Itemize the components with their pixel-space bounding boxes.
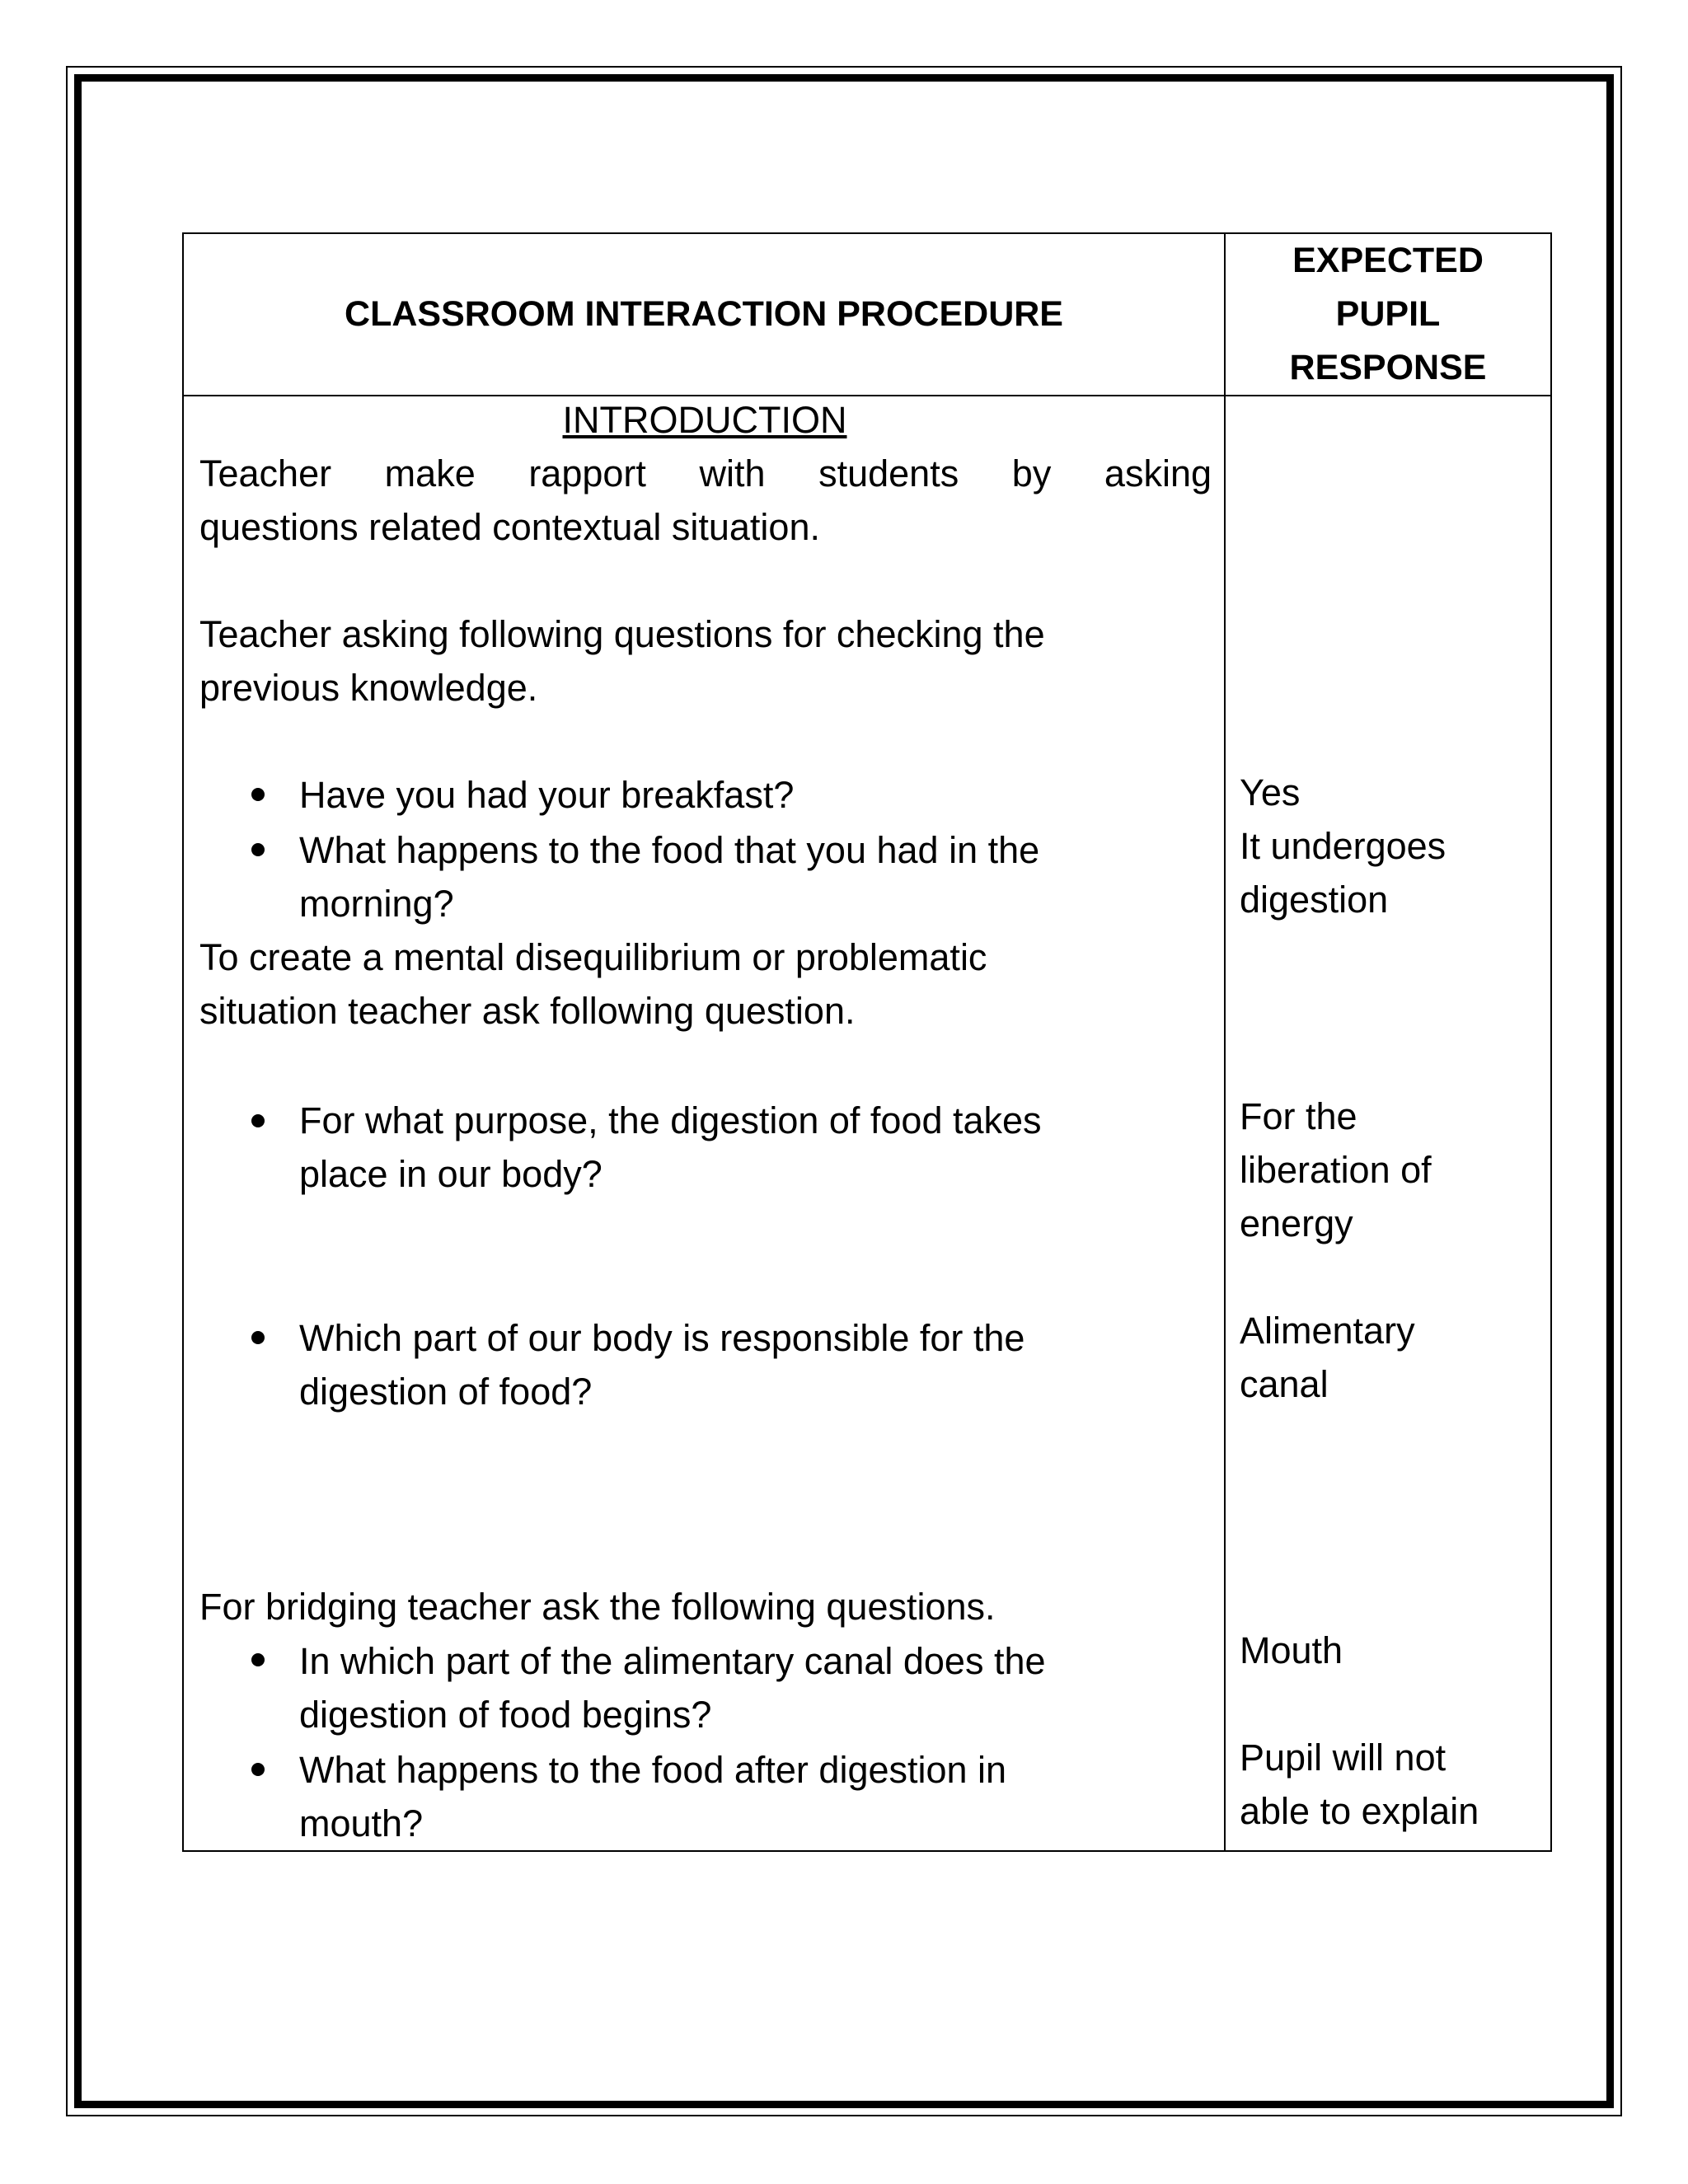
procedure-cell xyxy=(183,396,1225,1851)
response-energy-line2: liberation of xyxy=(1240,1149,1432,1191)
response-header-line3: RESPONSE xyxy=(1289,348,1487,387)
response-mouth: Mouth xyxy=(1240,1629,1343,1671)
response-digestion-line1: It undergoes xyxy=(1240,825,1447,867)
question-body-part-line2: digestion of food? xyxy=(299,1371,593,1413)
rapport-paragraph-line2: questions related contextual situation. xyxy=(199,506,820,548)
response-energy-line1: For the xyxy=(1240,1095,1357,1137)
lesson-table xyxy=(182,232,1552,1852)
question-after-mouth-line2: mouth? xyxy=(299,1802,424,1844)
response-canal-line2: canal xyxy=(1240,1363,1329,1405)
bullet-icon xyxy=(251,1331,265,1344)
response-not-able-line1: Pupil will not xyxy=(1240,1736,1447,1779)
table-header-row xyxy=(183,233,1551,396)
response-cell xyxy=(1225,396,1551,1851)
question-after-mouth-line1: What happens to the food after digestion in xyxy=(299,1749,1007,1791)
response-canal-line1: Alimentary xyxy=(1240,1310,1415,1352)
question-canal-begin-line2: digestion of food begins? xyxy=(299,1694,712,1736)
question-purpose-line2: place in our body? xyxy=(299,1153,603,1195)
bullet-icon xyxy=(251,843,265,856)
procedure-column-header xyxy=(183,233,1225,396)
response-column-header xyxy=(1225,233,1551,396)
introduction-heading: INTRODUCTION xyxy=(562,399,847,441)
response-energy-line3: energy xyxy=(1240,1202,1353,1244)
bridging-paragraph: For bridging teacher ask the following questions. xyxy=(199,1586,996,1628)
response-not-able-line2: able to explain xyxy=(1240,1790,1479,1832)
bullet-icon xyxy=(251,1114,265,1127)
disequilibrium-line1: To create a mental disequilibrium or problematic xyxy=(199,936,987,978)
question-canal-begin-line1: In which part of the alimentary canal does the xyxy=(299,1640,1046,1682)
question-food-morning-line2: morning? xyxy=(299,883,454,925)
table-body-row xyxy=(183,396,1551,1851)
bullet-icon xyxy=(251,1653,265,1666)
response-digestion-line2: digestion xyxy=(1240,879,1389,921)
bullet-icon xyxy=(251,1763,265,1776)
previous-knowledge-line1: Teacher asking following questions for checking the xyxy=(199,613,1045,655)
previous-knowledge-line2: previous knowledge. xyxy=(199,667,538,709)
question-body-part-line1: Which part of our body is responsible for the xyxy=(299,1317,1025,1359)
disequilibrium-line2: situation teacher ask following question. xyxy=(199,990,856,1032)
response-header-line2: PUPIL xyxy=(1335,294,1441,334)
question-purpose-line1: For what purpose, the digestion of food takes xyxy=(299,1099,1042,1141)
procedure-header-text: CLASSROOM INTERACTION PROCEDURE xyxy=(345,294,1063,334)
question-breakfast: Have you had your breakfast? xyxy=(299,774,795,816)
rapport-paragraph-line1: Teacher make rapport with students by asking xyxy=(199,452,1212,494)
question-food-morning-line1: What happens to the food that you had in the xyxy=(299,829,1040,871)
response-header-line1: EXPECTED xyxy=(1292,241,1484,280)
bullet-icon xyxy=(251,788,265,801)
response-yes: Yes xyxy=(1240,771,1301,813)
